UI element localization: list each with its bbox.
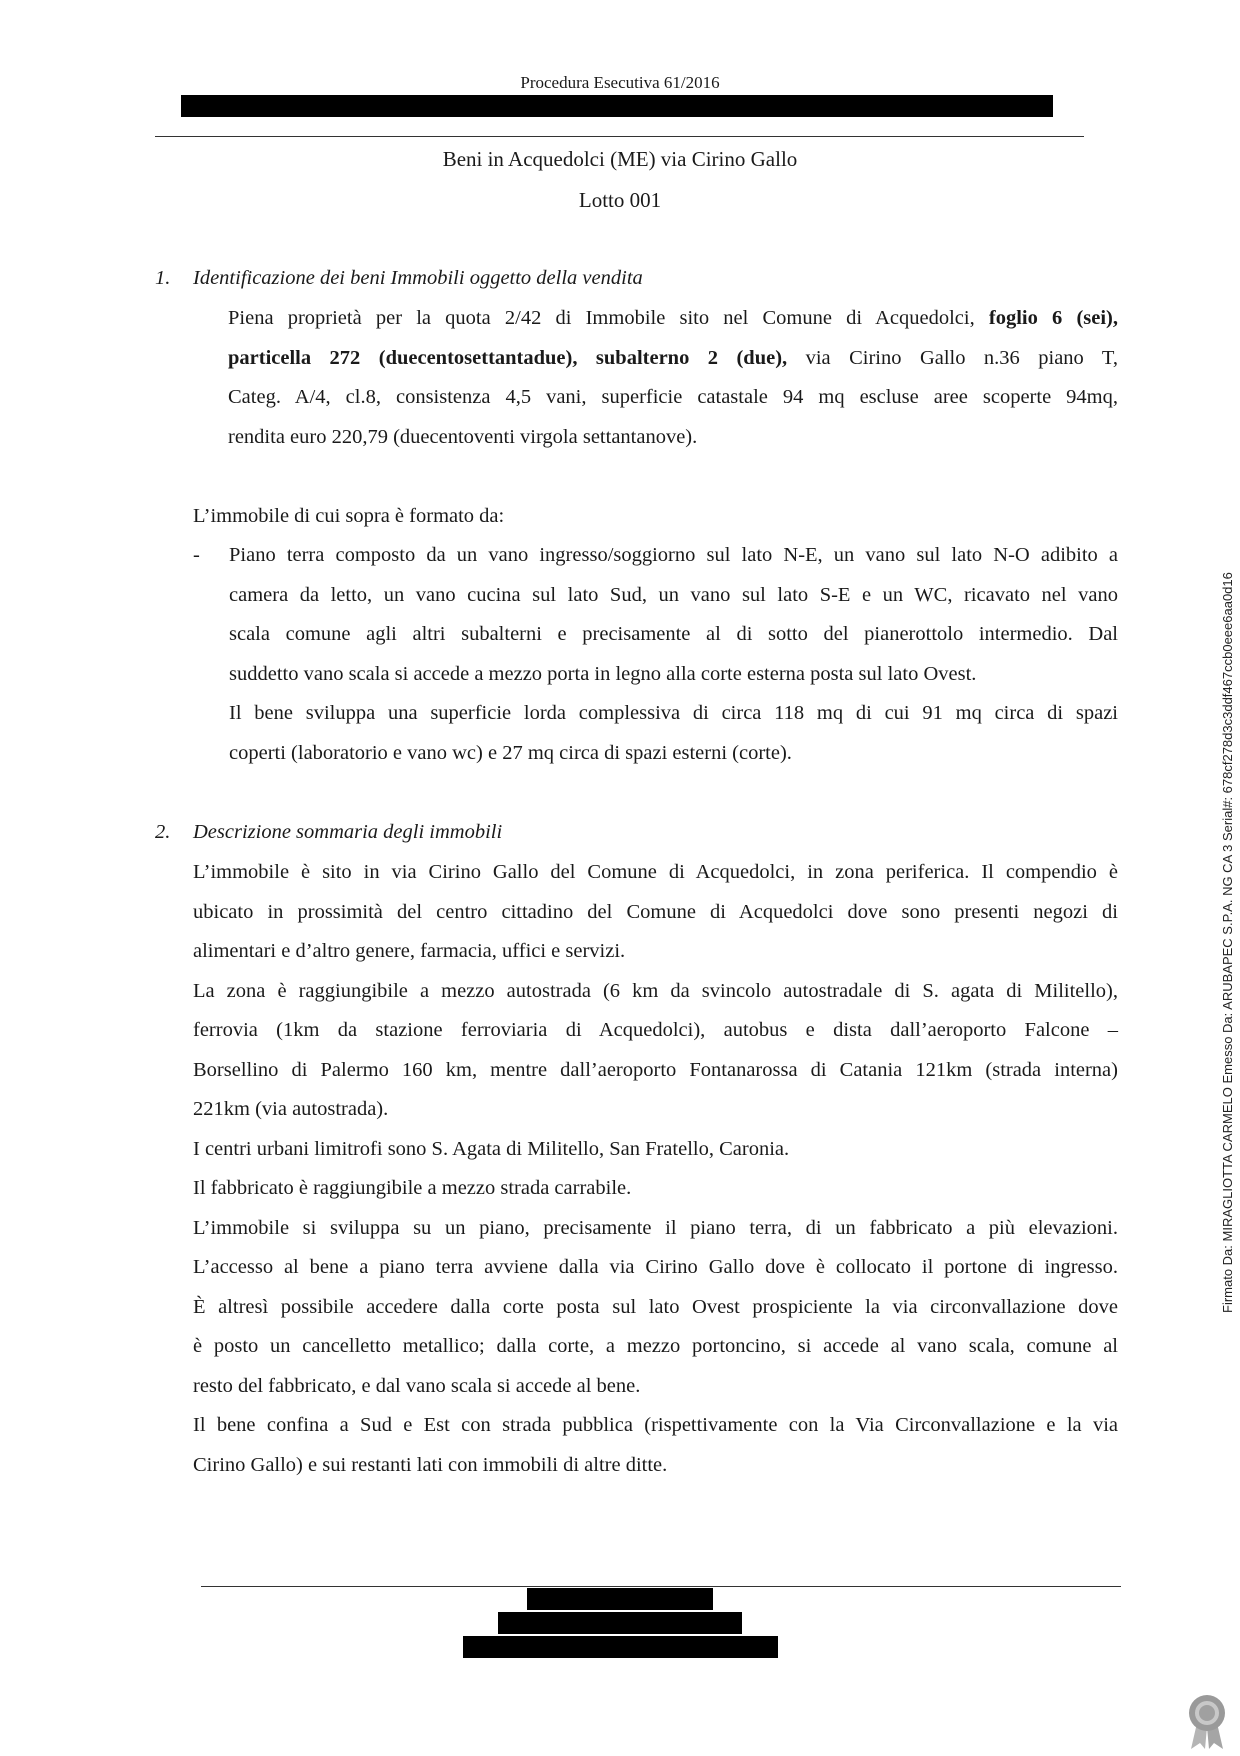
section-1-identification-paragraph [228,299,1118,457]
section-1-line: particella 272 (duecentosettantadue), subalterno 2 (due), via Cirino Gallo n.36 piano T, [228,346,1119,369]
section-2-line: ubicato in prossimità del centro cittadino del Comune di Acquedolci dove sono presenti negozi di [193,900,1118,923]
redacted-bar-top [181,95,1053,117]
section-2-line: ferrovia (1km da stazione ferroviaria di Acquedolci), autobus e dista dall’aeroporto Falcone – [193,1019,1118,1041]
heading-location: Beni in Acquedolci (ME) via Cirino Gallo [442,147,798,171]
section-2-line: Cirino Gallo) e sui restanti lati con immobili di altre ditte. [193,1453,668,1476]
section-2-line: è posto un cancelletto metallico; dalla corte, a mezzo portoncino, si accede al vano scala, comune al [193,1335,1118,1357]
bullet-line: scala comune agli altri subalterni e precisamente al di sotto del pianerottolo intermedio. Dal [229,623,1118,645]
section-2-line: alimentari e d’altro genere, farmacia, uffici e servizi. [193,940,626,962]
section-2-line: Il fabbricato è raggiungibile a mezzo strada carrabile. [193,1177,632,1199]
header-divider [155,136,1084,137]
section-1-line: rendita euro 220,79 (duecentoventi virgola settantanove). [228,425,698,448]
section-2-line: Il bene confina a Sud e Est con strada pubblica (rispettivamente con la Via Circonvallazione e la via [193,1414,1118,1436]
section-2-line: resto del fabbricato, e dal vano scala si accede al bene. [193,1374,641,1397]
footer-divider [201,1586,1121,1587]
bullet-dash: - [193,544,200,566]
bullet-line: Il bene sviluppa una superficie lorda complessiva di circa 118 mq di cui 91 mq circa di spazi [229,702,1118,724]
section-1-line: Categ. A/4, cl.8, consistenza 4,5 vani, superficie catastale 94 mq escluse aree scoperte 94mq, [228,386,1118,408]
bullet-line: Piano terra composto da un vano ingresso/soggiorno sul lato N-E, un vano sul lato N-O adibito a [229,544,1118,566]
section-2-line: Borsellino di Palermo 160 km, mentre dall’aeroporto Fontanarossa di Catania 121km (strada interna) [193,1058,1118,1081]
section-1-intro: L’immobile di cui sopra è formato da: [193,505,505,527]
section-2-line: 221km (via autostrada). [193,1098,389,1120]
section-2-line: L’immobile è sito in via Cirino Gallo del Comune di Acquedolci, in zona periferica. Il compendio è [193,861,1118,883]
section-2-description-paragraph [193,853,1118,1485]
section-2-line: È altresì possibile accedere dalla corte posta sul lato Ovest prospiciente la via circonvallazione dove [193,1295,1118,1318]
section-2-line: L’immobile si sviluppa su un piano, precisamente il piano terra, di un fabbricato a più elevazioni. [193,1216,1118,1239]
bullet-line: coperti (laboratorio e vano wc) e 27 mq circa di spazi esterni (corte). [229,741,792,764]
section-1-title: Identificazione dei beni Immobili oggetto della vendita [193,267,643,289]
heading-lot: Lotto 001 [578,188,662,212]
section-2-title: Descrizione sommaria degli immobili [193,821,503,843]
bullet-line: suddetto vano scala si accede a mezzo porta in legno alla corte esterna posta sul lato Ovest. [229,662,977,685]
section-2-line: La zona è raggiungibile a mezzo autostrada (6 km da svincolo autostradale di S. agata di Militello), [193,979,1118,1002]
section-1-line: Piena proprietà per la quota 2/42 di Immobile sito nel Comune di Acquedolci, foglio 6 (sei), [228,307,1118,329]
section-1-bullet-paragraph [229,536,1118,773]
document-header-title: Procedura Esecutiva 61/2016 [520,73,720,92]
digital-signature-text: Firmato Da: MIRAGLIOTTA CARMELO Emesso Da: ARUBAPEC S.P.A. NG CA 3 Serial#: 678cf278d3c3ddf467ccb0eee6aa0d16 [1220,572,1235,1313]
section-2-line: L’accesso al bene a piano terra avviene dalla via Cirino Gallo dove è collocato il portone di ingresso. [193,1256,1118,1278]
section-2-number: 2. [155,821,171,843]
seal-ribbon-icon [1185,1693,1229,1751]
redacted-bar-footer-2 [498,1612,742,1634]
section-1-number: 1. [155,267,171,289]
bullet-line: camera da letto, un vano cucina sul lato Sud, un vano sul lato S-E e un WC, ricavato nel vano [229,583,1118,606]
redacted-bar-footer-3 [463,1636,778,1658]
section-2-line: I centri urbani limitrofi sono S. Agata di Militello, San Fratello, Caronia. [193,1137,790,1160]
redacted-bar-footer-1 [527,1588,713,1610]
